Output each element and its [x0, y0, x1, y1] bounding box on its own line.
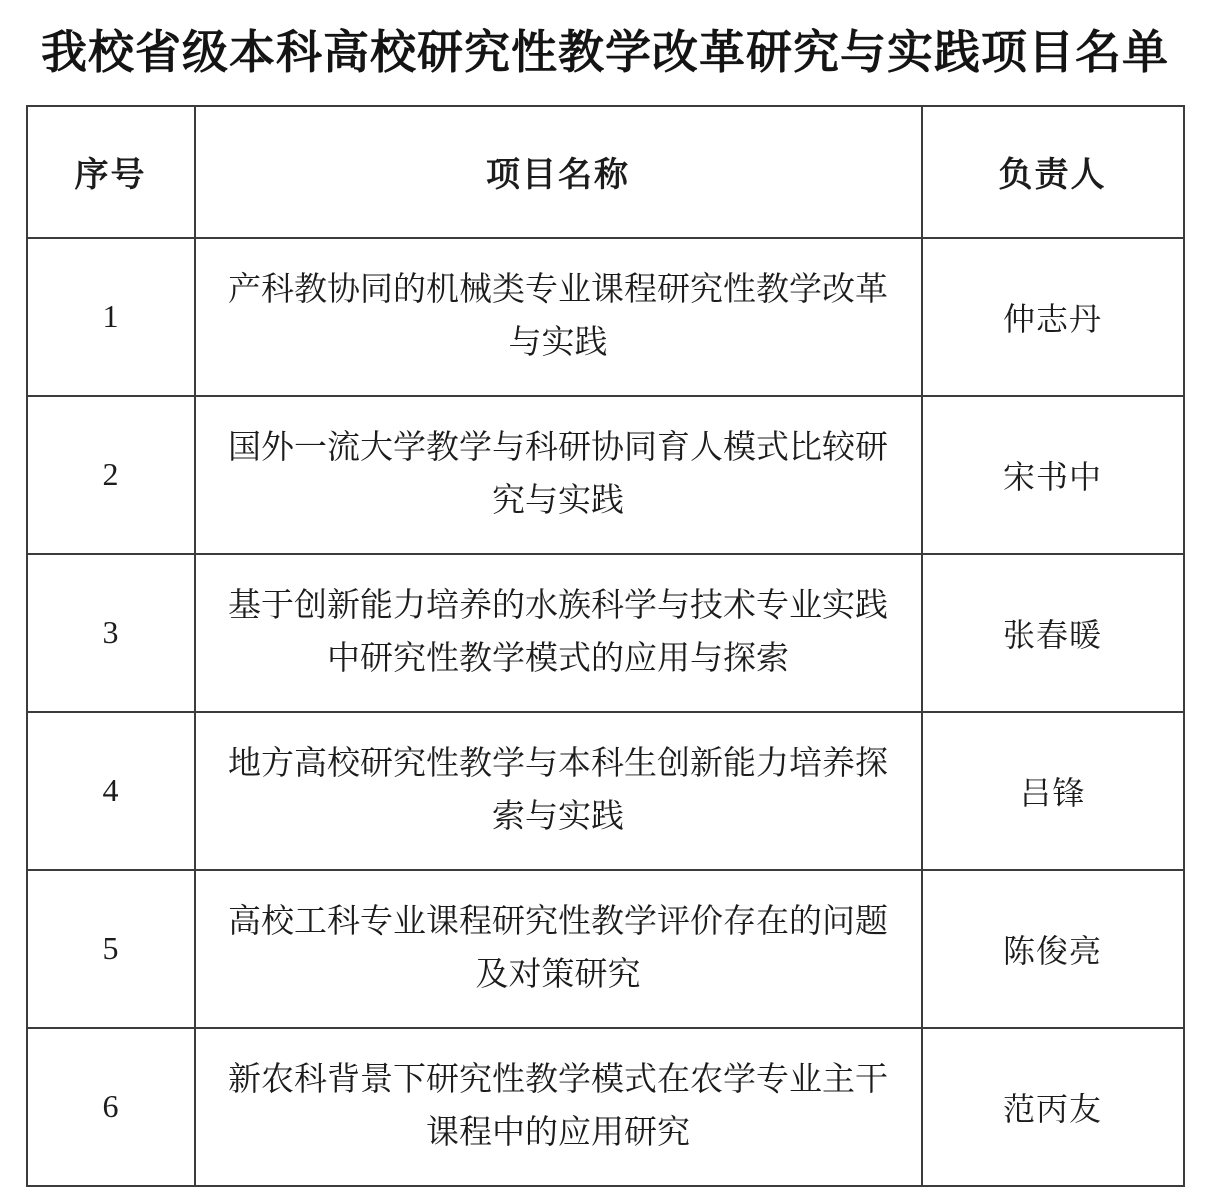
table-header-row: [27, 106, 1184, 238]
project-name: 新农科背景下研究性教学模式在农学专业主干课程中的应用研究: [195, 1028, 922, 1186]
table-row: [27, 1028, 1184, 1186]
leader-name: 宋书中: [922, 396, 1184, 554]
row-index: 2: [27, 396, 195, 554]
leader-name: 范丙友: [922, 1028, 1184, 1186]
column-header-project: 项目名称: [195, 106, 922, 238]
table-row: [27, 554, 1184, 712]
column-header-index: 序号: [27, 106, 195, 238]
table-row: [27, 396, 1184, 554]
leader-name: 张春暖: [922, 554, 1184, 712]
project-name: 国外一流大学教学与科研协同育人模式比较研究与实践: [195, 396, 922, 554]
table-row: [27, 712, 1184, 870]
row-index: 5: [27, 870, 195, 1028]
row-index: 3: [27, 554, 195, 712]
project-name: 产科教协同的机械类专业课程研究性教学改革与实践: [195, 238, 922, 396]
table-row: [27, 238, 1184, 396]
project-name: 高校工科专业课程研究性教学评价存在的问题及对策研究: [195, 870, 922, 1028]
leader-name: 仲志丹: [922, 238, 1184, 396]
row-index: 1: [27, 238, 195, 396]
leader-name: 吕锋: [922, 712, 1184, 870]
project-name: 地方高校研究性教学与本科生创新能力培养探索与实践: [195, 712, 922, 870]
table-row: [27, 870, 1184, 1028]
row-index: 4: [27, 712, 195, 870]
projects-table: [26, 105, 1185, 1187]
row-index: 6: [27, 1028, 195, 1186]
page-title: 我校省级本科高校研究性教学改革研究与实践项目名单: [41, 26, 1169, 78]
leader-name: 陈俊亮: [922, 870, 1184, 1028]
column-header-leader: 负责人: [922, 106, 1184, 238]
project-name: 基于创新能力培养的水族科学与技术专业实践中研究性教学模式的应用与探索: [195, 554, 922, 712]
